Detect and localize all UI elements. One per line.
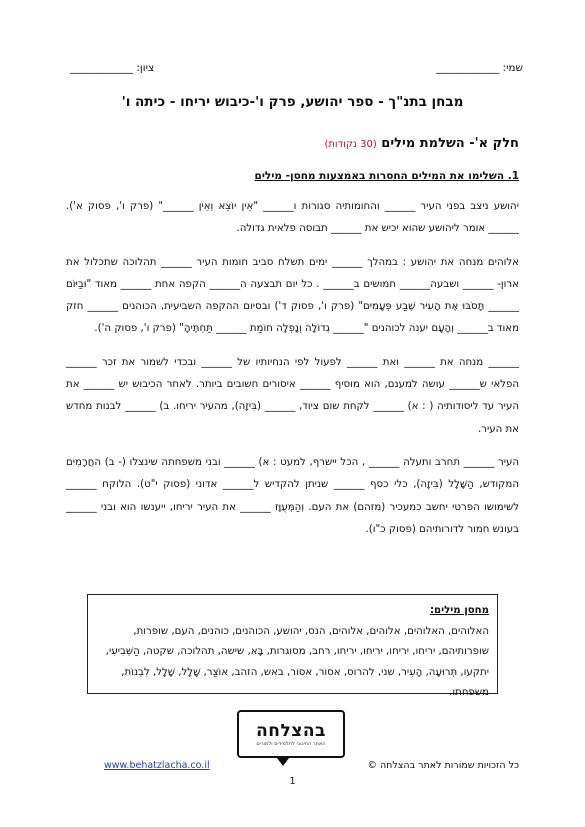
logo-box bbox=[237, 710, 345, 758]
fill-in-text bbox=[66, 196, 519, 552]
question-instruction: 1. השלימו את המילים החסרות באמצעות מחסן- מילים bbox=[254, 170, 519, 182]
paragraph-1: יהושע ניצב בפני העיר ______ והחומותיה סגורות ו______ "אֵין יוֹצֵא וְאֵין ______" (פרק ו', פסוק א'). ______ אומר ליהושע שהוא יכיש את ______ תבוסה פלאית גדולה. bbox=[66, 201, 519, 235]
part-title-text: חלק א'- השלמת מילים bbox=[381, 136, 519, 151]
copyright-text: כל הזכויות שמורות לאתר בהצלחה © bbox=[367, 760, 519, 771]
behatzlacha-logo bbox=[237, 710, 345, 758]
site-link[interactable]: www.behatzlacha.co.il bbox=[104, 760, 210, 771]
logo-speech-tail bbox=[277, 758, 289, 766]
name-field[interactable]: שמי: ____________ bbox=[436, 62, 523, 74]
part-heading bbox=[324, 136, 519, 151]
grade-field[interactable]: ציון: ____________ bbox=[70, 62, 155, 74]
paragraph-2: אלוהים מנחה את יהושע : במהלך ______ ימים תשלח סביב חומות העיר ______ תהלוכה שתכלול את ארון- ______ ושבעה______ חמושים ב______ . כל יום תבצעה ה______ הקפה אחת ______ מאוד "וּבַיּוֹם ______ תָּסֹבּוּ אֶת הָעִיר שֶׁבַע פְּעָמִים" (פרק ו', פסוק ד') ובסיום ההקפה השביעית, הכוהנים ______ חזק מאוד ב______ וְהָעָם יענה לכוהנים "______ גְדוֹלָה וְנָפְלָה חוֹמַת ______ תַּחְתֶּיהָ" (פרק ו', פסוק ה'). bbox=[66, 256, 519, 335]
exam-title: מבחן בתנ"ך - ספר יהושע, פרק ו'-כיבוש יריחו - כיתה ו' bbox=[121, 94, 464, 110]
logo-word: בהצלחה bbox=[256, 721, 326, 741]
logo-tagline: האתר החינוכי לתלמידים ולמורים bbox=[256, 741, 326, 747]
word-bank-words: האלוהים, האלוהים, אלוהים, אלוהים, הנס, יהושע, הכוהנים, כוהנים, העם, שופרות, שופרותיהם, יריחו, יריחו, יריחו, יריחו, רחב, מסוגרות, בָּא, שישה, תהלוכה, שקטה, הַשְּׁבִיעִי, יתקעו, תְּרוּעָה, הָעִיר, שני, להרוס, אסור, אסור, באש, הזהב, אוֹצַר, שָׁלָל, שָׁלָל, לִבְנוֹת, משפחתו. bbox=[105, 625, 489, 698]
word-bank-title: מחסן מילים: bbox=[429, 605, 489, 616]
part-points: (30 נקודות) bbox=[324, 139, 377, 150]
word-bank-box bbox=[87, 594, 498, 698]
page-number: 1 bbox=[289, 776, 296, 787]
paragraph-4: העיר ______ תחרב ותעלה ______ , הכל יישרף, למעט : א) ______ ובני משפחתה שינצלו (- ב) החֲרָמִים המקודש, הַשָּׁלָל (בִּיזָה), כלי כסף ______ שניתן להקדיש ל______ אדוני (פסוק י"ט). הלוקח ______ לשימושו הפרטי יחשב כמעכיר (מזהם) את העם. וְהַמְּעֻוָּז ______ את העיר יריחו, ייענשו הוא ובני ______ בעונש חמור לדורותיהם (פסוק כ"ו). bbox=[66, 456, 519, 535]
student-info-row bbox=[70, 62, 523, 80]
paragraph-3: ______ מנחה את ______ ואת ______ לפעול לפי הנחיותיו של ______ ובכדי לשמור את זכר ______ הפלאי ש______ עושה למענם, הוא מוסיף ______ איסורים חשובים ביותר. לאחר הכיבוש יש ______ את העיר עד ליסודותיה ( : א) ______ לקחת שום ציוד, ______ (בִּיזָה), מהעיר יריחו. ב) ______ לבנות מחדש את העיר. bbox=[66, 356, 519, 435]
